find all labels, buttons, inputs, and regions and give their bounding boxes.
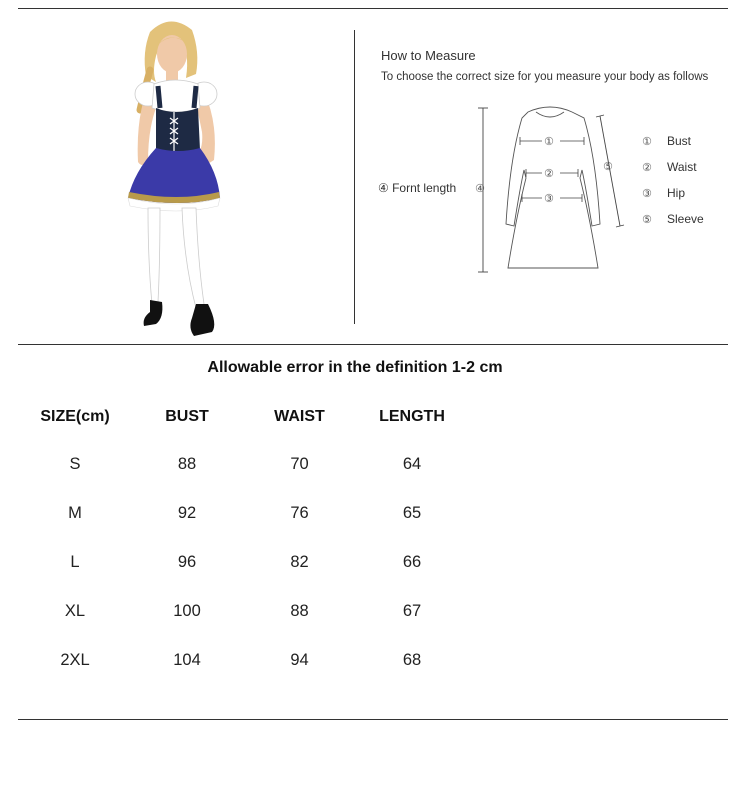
- legend-sleeve-label: Sleeve: [667, 212, 704, 226]
- waist-cell: 76: [290, 504, 309, 522]
- legend-bust-num: ①: [642, 135, 652, 148]
- length-cell: 66: [402, 553, 422, 571]
- waist-cell: 70: [290, 455, 309, 473]
- hip-marker: ③: [544, 192, 554, 205]
- header-length: LENGTH: [379, 408, 445, 425]
- table-header-row: [18, 404, 467, 430]
- bust-cell: 96: [177, 553, 197, 571]
- legend-bust-label: Bust: [667, 134, 692, 148]
- how-to-measure-title: How to Measure: [381, 48, 476, 63]
- how-to-measure-subtitle: To choose the correct size for you measure your body as follows: [381, 71, 709, 83]
- measurement-diagram: [370, 98, 730, 288]
- top-rule: [18, 8, 728, 9]
- waist-cell: 82: [290, 553, 309, 571]
- size-cell: L: [70, 553, 80, 571]
- front-length-label: ④ Fornt length: [378, 181, 457, 195]
- legend-hip-label: Hip: [667, 186, 686, 200]
- size-cell: 2XL: [60, 651, 90, 669]
- length-cell: 64: [402, 455, 422, 473]
- header-size: SIZE(cm): [40, 408, 110, 425]
- table-row: [18, 489, 467, 538]
- header-waist: WAIST: [274, 408, 325, 425]
- length-cell: 65: [402, 504, 422, 522]
- bottom-rule: [18, 719, 728, 720]
- waist-cell: 94: [290, 651, 309, 669]
- legend-waist-label: Waist: [667, 160, 697, 174]
- bust-cell: 104: [173, 651, 201, 669]
- middle-rule: [18, 344, 728, 345]
- model-photo: [100, 12, 240, 342]
- size-cell: M: [68, 504, 82, 522]
- size-chart-table: [18, 404, 467, 685]
- sleeve-marker: ⑤: [603, 160, 613, 173]
- bust-cell: 88: [177, 455, 197, 473]
- size-cell: S: [69, 455, 81, 473]
- front-length-marker: ④: [475, 182, 485, 195]
- legend-sleeve-num: ⑤: [642, 213, 652, 226]
- legend-waist-num: ②: [642, 161, 652, 174]
- length-cell: 68: [402, 651, 422, 669]
- bust-cell: 100: [173, 602, 201, 620]
- waist-marker: ②: [544, 167, 554, 180]
- tolerance-note: Allowable error in the definition 1-2 cm: [207, 359, 503, 376]
- table-row: [18, 636, 467, 685]
- legend-hip-num: ③: [642, 187, 652, 200]
- bust-cell: 92: [177, 504, 197, 522]
- table-row: [18, 430, 467, 489]
- header-bust: BUST: [165, 408, 209, 425]
- table-row: [18, 538, 467, 587]
- length-cell: 67: [402, 602, 422, 620]
- bust-marker: ①: [544, 135, 554, 148]
- vertical-divider: [354, 30, 355, 324]
- size-cell: XL: [64, 602, 86, 620]
- waist-cell: 88: [290, 602, 309, 620]
- table-row: [18, 587, 467, 636]
